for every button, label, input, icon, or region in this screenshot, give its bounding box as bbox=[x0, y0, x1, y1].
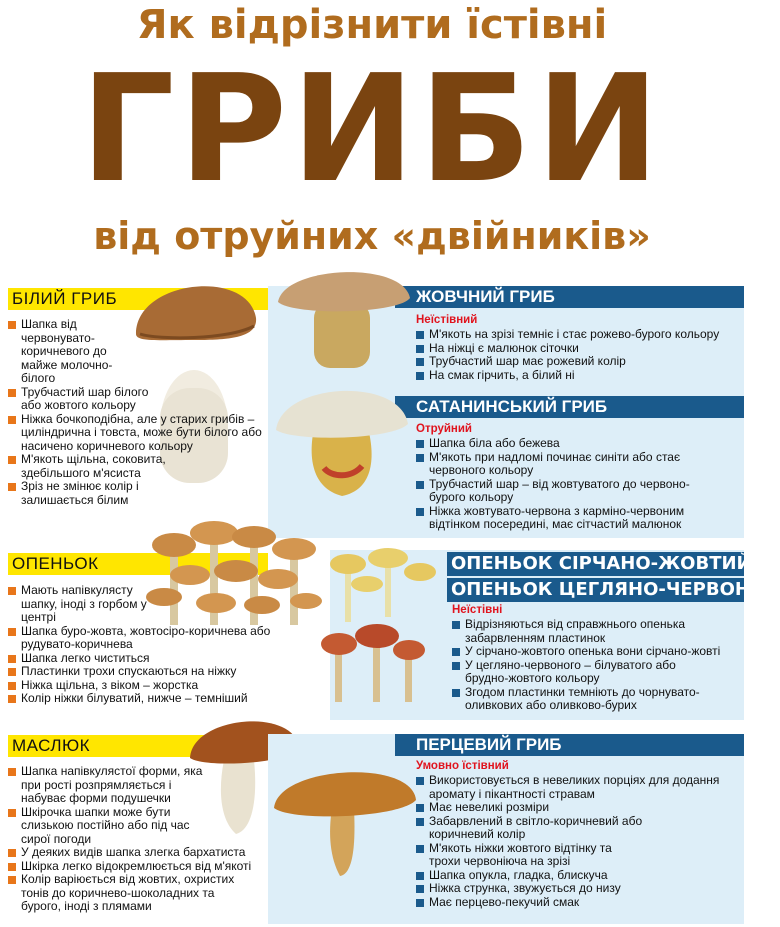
pertsevyi-item: Має перцево-пекучий смак bbox=[416, 896, 736, 910]
bilyi-item: Ніжка бочкоподібна, але у старих грибів – циліндрична і товста, може бути білого або насичено коричневого кольору bbox=[8, 413, 276, 454]
satanynskyi-mushroom-image bbox=[272, 378, 412, 503]
zhovchnyi-list bbox=[416, 328, 741, 382]
title-main: ГРИБИ bbox=[80, 43, 664, 215]
openky-false-item: У цегляно-червоного – білуватого або брудно-жовтого кольору bbox=[452, 659, 705, 686]
openky-false-mushroom-image bbox=[305, 532, 445, 712]
openok-item: Мають напівкулясту шапку, іноді з горбом у центрі bbox=[8, 584, 171, 625]
satanynskyi-item: Трубчастий шар – від жовтуватого до червоно-бурого кольору bbox=[416, 478, 716, 505]
pertsevyi-mushroom-image bbox=[270, 758, 420, 883]
masliuk-title: МАСЛЮК bbox=[12, 736, 91, 755]
title-line-1: Як відрізнити їстівні bbox=[136, 2, 608, 48]
pertsevyi-item: Шапка опукла, гладка, блискуча bbox=[416, 869, 736, 883]
bilyi-item: Шапка від червонувато-коричневого до майже молочно-білого bbox=[8, 318, 131, 386]
pertsevyi-item: Має невеликі розміри bbox=[416, 801, 736, 815]
openok-item: Колір ніжки білуватий, нижче – темніший bbox=[8, 692, 313, 706]
openky-false-title-1: ОПЕНЬОК СІРЧАНО-ЖОВТИЙ bbox=[451, 553, 752, 574]
masliuk-item: У деяких видів шапка злегка бархатиста bbox=[8, 846, 273, 860]
openok-item: Шапка легко чиститься bbox=[8, 652, 313, 666]
openky-false-title-2: ОПЕНЬОК ЦЕГЛЯНО-ЧЕРВОНИЙ bbox=[451, 579, 780, 600]
satanynskyi-title: САТАНИНСЬКИЙ ГРИБ bbox=[416, 397, 608, 416]
satanynskyi-list bbox=[416, 437, 716, 532]
openky-false-status: Неїстівні bbox=[452, 604, 503, 616]
pertsevyi-item: Забарвлений в світло-коричневий або коричневий колір bbox=[416, 815, 654, 842]
openky-false-item: У сірчано-жовтого опенька вони сірчано-жовті bbox=[452, 645, 732, 659]
masliuk-item: Шкірка легко відокремлюється від м'якоті bbox=[8, 860, 273, 874]
openok-item: Ніжка щільна, з віком – жорстка bbox=[8, 679, 313, 693]
bilyi-item: Зріз не змінює колір і залишається білим bbox=[8, 480, 156, 507]
zhovchnyi-item: Трубчастий шар має рожевий колір bbox=[416, 355, 741, 369]
pertsevyi-item: М'якоть ніжки жовтого відтінку та трохи червоніюча на зрізі bbox=[416, 842, 624, 869]
bilyi-item: Трубчастий шар білого або жовтого кольору bbox=[8, 386, 151, 413]
satanynskyi-status: Отруйний bbox=[416, 423, 473, 435]
openky-false-list bbox=[452, 618, 732, 713]
bilyi-list bbox=[8, 317, 262, 507]
pertsevyi-item: Ніжка струнка, звужується до низу bbox=[416, 882, 736, 896]
zhovchnyi-title: ЖОВЧНИЙ ГРИБ bbox=[416, 287, 555, 306]
pertsevyi-status: Умовно їстівний bbox=[416, 760, 509, 772]
masliuk-list bbox=[8, 765, 273, 914]
pertsevyi-item: Використовується в невеликих порціях для додання аромату і пікантності стравам bbox=[416, 774, 734, 801]
satanynskyi-item: М'якоть при надломі починає синіти або стає червоного кольору bbox=[416, 451, 716, 478]
satanynskyi-item: Ніжка жовтувато-червона з карміно-червоним відтінком посередині, має сітчастий малюнок bbox=[416, 505, 716, 532]
zhovchnyi-item: На ніжці є малюнок сіточки bbox=[416, 342, 741, 356]
satanynskyi-item: Шапка біла або бежева bbox=[416, 437, 716, 451]
zhovchnyi-mushroom-image bbox=[274, 262, 414, 372]
masliuk-item: Шкірочка шапки може бути слизькою постійно або під час сирої погоди bbox=[8, 806, 221, 847]
openok-item: Пластинки трохи спускаються на ніжку bbox=[8, 665, 313, 679]
pertsevyi-list bbox=[416, 774, 736, 909]
openky-false-item: Відрізняються від справжнього опенька забарвленням пластинок bbox=[452, 618, 715, 645]
pertsevyi-title: ПЕРЦЕВИЙ ГРИБ bbox=[416, 735, 562, 754]
bilyi-item: М'якоть щільна, соковита, здебільшого м'ясиста bbox=[8, 453, 191, 480]
zhovchnyi-item: На смак гірчить, а білий ні bbox=[416, 369, 741, 383]
openok-item: Шапка буро-жовта, жовтосіро-коричнева або рудувато-коричнева bbox=[8, 625, 316, 652]
openok-list bbox=[8, 584, 313, 706]
title-line-3: від отруйних «двійників» bbox=[93, 214, 651, 258]
masliuk-item: Шапка напівкулястої форми, яка при рості розпрямляється і набуває форми подушечки bbox=[8, 765, 211, 806]
openky-false-item: Згодом пластинки темніють до чорнувато-оливкових або оливково-бурих bbox=[452, 686, 740, 713]
zhovchnyi-status: Неїстівний bbox=[416, 314, 478, 326]
zhovchnyi-item: М'якоть на зрізі темніє і стає рожево-бурого кольору bbox=[416, 328, 741, 342]
masliuk-item: Колір варіюється від жовтих, охристих тонів до коричнево-шоколадних та бурого, іноді з плямами bbox=[8, 873, 251, 914]
bilyi-title: БІЛИЙ ГРИБ bbox=[12, 289, 118, 308]
openok-title: ОПЕНЬОК bbox=[12, 554, 99, 573]
